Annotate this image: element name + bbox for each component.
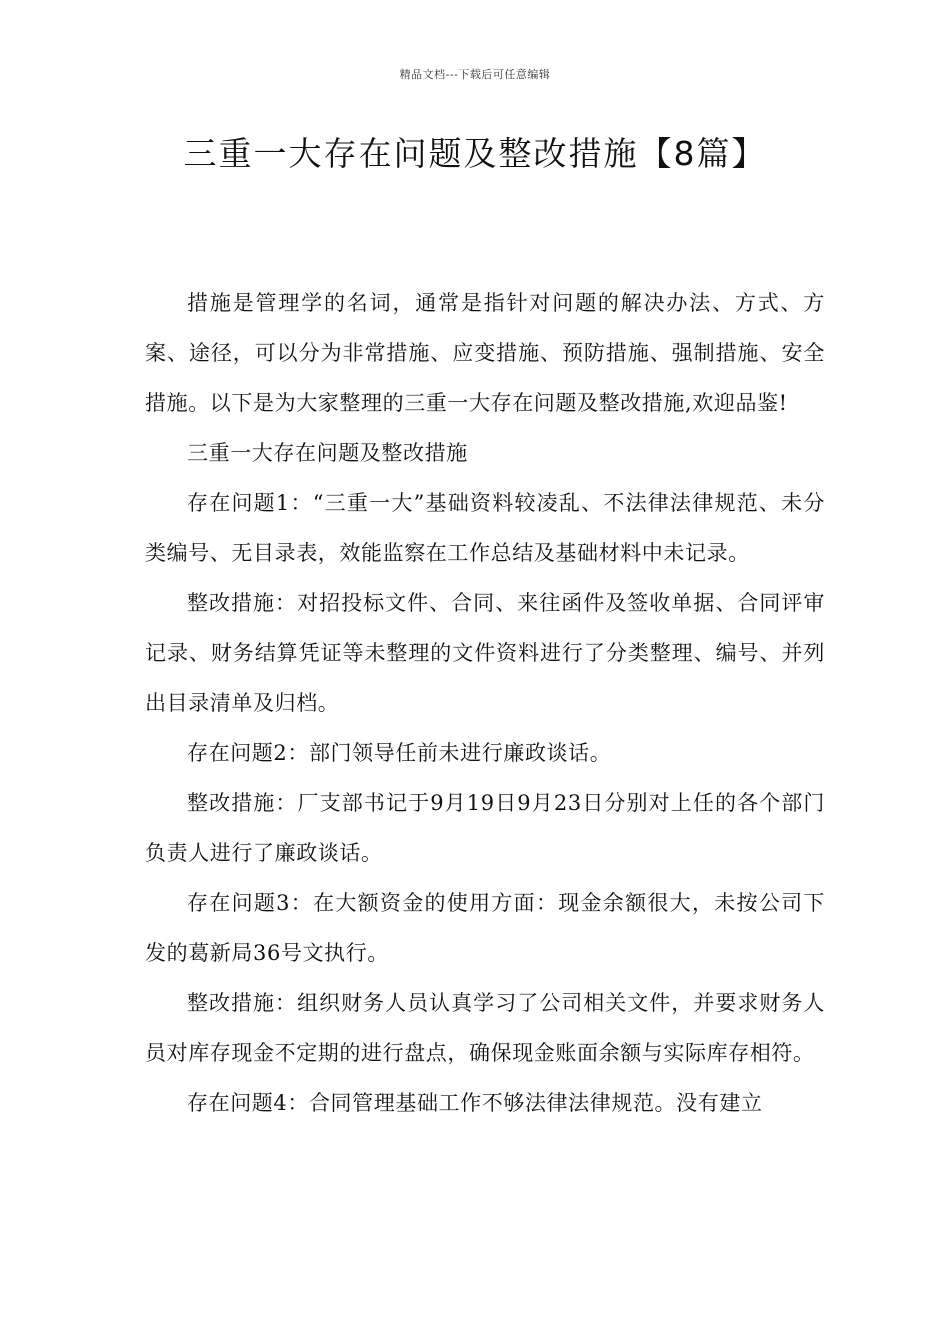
intro-paragraph: 措施是管理学的名词，通常是指针对问题的解决办法、方式、方案、途径，可以分为非常措施、应变措施、预防措施、强制措施、安全措施。以下是为大家整理的三重一大存在问题及整改措施,欢迎品鉴! [145,291,825,415]
issue-4-paragraph: 存在问题4：合同管理基础工作不够法律法律规范。没有建立 [187,1091,763,1115]
measure-3-paragraph: 整改措施：组织财务人员认真学习了公司相关文件，并要求财务人员对库存现金不定期的进行盘点，确保现金账面余额与实际库存相符。 [145,991,825,1065]
issue-3-paragraph: 存在问题3：在大额资金的使用方面：现金余额很大，未按公司下发的葛新局36号文执行。 [145,891,825,965]
measure-1-paragraph: 整改措施：对招投标文件、合同、来往函件及签收单据、合同评审记录、财务结算凭证等未整理的文件资料进行了分类整理、编号、并列出目录清单及归档。 [145,591,825,715]
document-title: 三重一大存在问题及整改措施【8篇】 [183,134,767,173]
document-body [145,278,825,1128]
header-note: 精品文档---下载后可任意编辑 [399,68,551,81]
section-heading: 三重一大存在问题及整改措施 [187,441,468,465]
issue-2-paragraph: 存在问题2：部门领导任前未进行廉政谈话。 [187,741,612,765]
measure-2-paragraph: 整改措施：厂支部书记于9月19日9月23日分别对上任的各个部门负责人进行了廉政谈话。 [145,791,825,865]
issue-1-paragraph: 存在问题1：“三重一大”基础资料较凌乱、不法律法律规范、未分类编号、无目录表，效能监察在工作总结及基础材料中未记录。 [145,491,825,565]
